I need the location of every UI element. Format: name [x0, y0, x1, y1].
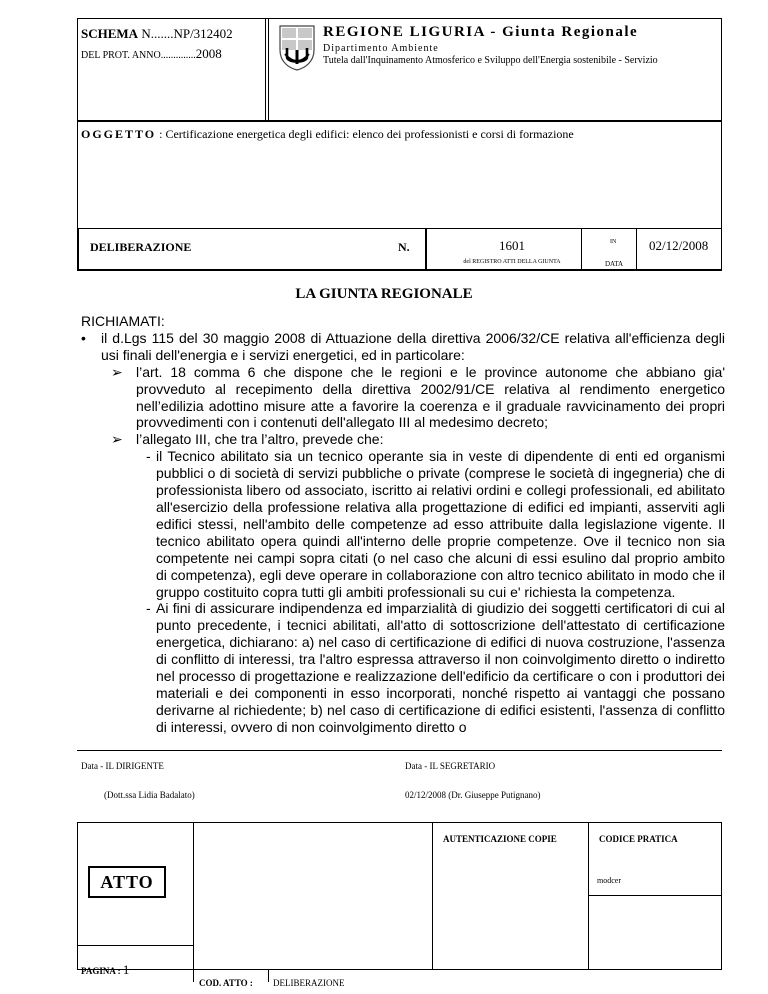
regione-liguria-logo [278, 24, 316, 72]
segretario-label: Data - IL SEGRETARIO [405, 761, 496, 771]
deliberation-label: DELIBERAZIONE [90, 240, 192, 254]
bullet-text: il d.Lgs 115 del 30 maggio 2008 di Attuazione della direttiva 2006/32/CE relativa all'efficienza degli usi finali dell'energia e i servizi energetici, ed in particolare: [101, 329, 725, 363]
register-caption: del REGISTRO ATTI DELLA GIUNTA [463, 259, 561, 265]
delib-sep-3 [636, 228, 637, 270]
dash-marker: - [146, 600, 151, 617]
dash-text: il Tecnico abilitato sia un tecnico operante sia in veste di dipendente di enti ed organismi pubblici o di società di servizi pubbliche o private (comprese le società di ingegneria) che di professionista libero od associato, iscritto ai relativi ordini e collegi professionali, ed abilitato all'esercizio della professione relativa alla progettazione di edifici ed impianti, asserviti agli edifici stessi, nell'ambito delle competenze ad esso attribuite dalla legislazione vigente. Il tecnico abilitato opera quindi all'interno delle proprie competenze. Ove il tecnico non sia competente nei campi sopra citati (o nel caso che alcuni di essi esulino dal proprio ambito di competenza), egli deve operare in collaborazione con altro tecnico abilitato in modo che il gruppo costituito copra tutti gli ambiti professionali su cui e' richiesta la competenza. [156, 448, 725, 600]
dirigente-name: (Dott.ssa Lidia Badalato) [104, 790, 195, 800]
subject-line: OGGETTO : Certificazione energetica degli edifici: elenco dei professionisti e corsi di formazione [81, 127, 574, 141]
sig-bottom-line [77, 822, 722, 823]
frame-top-line [77, 18, 722, 19]
sig-top-line [77, 750, 722, 751]
richiamati-label: RICHIAMATI: [81, 313, 165, 329]
footer-left-line [77, 822, 78, 970]
giunta-heading: LA GIUNTA REGIONALE [295, 286, 473, 302]
delib-sep-2 [581, 228, 582, 270]
frame-right-line [721, 18, 722, 121]
list-item [81, 364, 725, 432]
footer-col-3 [588, 822, 589, 970]
subject-left-line [77, 121, 78, 229]
list-item [81, 431, 725, 448]
department-name: Dipartimento Ambiente [323, 43, 439, 54]
segretario-name: 02/12/2008 (Dr. Giuseppe Putignano) [405, 790, 541, 800]
footer-pagina-line [77, 945, 194, 946]
schema-number: SCHEMA N.......NP/312402 [81, 26, 233, 41]
delib-row-right-line [721, 228, 722, 270]
arrow-text: l’art. 18 comma 6 che dispone che le regioni e le province autonome che abbiano gia' provveduto al recepimento della direttiva 2002/91/CE relativa al rendimento energetico nell’edilizia adottino misure atte a favorire la coerenza e il graduale ravvicinamento dei propri provvedimenti con i contenuti dell'allegato III al medesimo decreto; [136, 363, 725, 431]
page-number: PAGINA : 1 [81, 962, 130, 977]
header-divider-2 [268, 18, 269, 121]
dash-text: Ai fini di assicurare indipendenza ed imparzialità di giudizio dei soggetti certificatori di cui al punto precedente, i tecnici abilitati, all'atto di sottoscrizione dell'attestato di certificazione energetica, dichiarano: a) nel caso di certificazione di edifici di nuova costruzione, l'assenza di conflitto di interessi, tra l'altro espressa attraverso il non coinvolgimento diretto o indiretto nel processo di progettazione e realizzazione dell'edificio da certificare o con i produttori dei materiali e dei componenti in esso incorporati, nonché rispetto ai vantaggi che possano derivarne al richiedente; b) nel caso di certificazione di edifici esistenti, l'assenza di conflitto di interessi, ovvero di non coinvolgimento diretto o [156, 600, 725, 735]
delib-row-bottom-line [77, 269, 722, 271]
list-item [81, 600, 725, 735]
dash-marker: - [146, 448, 151, 465]
service-name: Tutela dall'Inquinamento Atmosferico e Sviluppo dell'Energia sostenibile - Servizio [323, 55, 658, 66]
delib-row-left-line [77, 228, 79, 270]
bullet-marker: • [81, 329, 86, 346]
list-item [81, 330, 725, 364]
frame-left-line [77, 18, 78, 121]
number-label: N. [398, 240, 410, 254]
header-divider [265, 18, 266, 121]
footer-codatto-sep [268, 969, 269, 982]
auth-copies-label: AUTENTICAZIONE COPIE [443, 834, 557, 844]
subject-right-line [721, 121, 722, 229]
in-label: IN [610, 239, 617, 245]
deliberation-date: 02/12/2008 [649, 238, 709, 253]
cod-atto-label: COD. ATTO : [199, 978, 253, 988]
atto-box: ATTO [88, 866, 166, 898]
deliberation-body [81, 313, 725, 736]
deliberation-number: 1601 [499, 238, 525, 253]
footer-right-line [721, 822, 722, 970]
date-caption: DATA [604, 260, 624, 268]
delib-sep-1 [425, 228, 427, 270]
region-title: REGIONE LIGURIA - Giunta Regionale [323, 24, 639, 40]
practice-code-value: modcer [597, 876, 621, 885]
subject-bottom-line [77, 228, 722, 229]
footer-code-sep [588, 895, 722, 896]
footer-col-2 [432, 822, 433, 970]
list-item [81, 448, 725, 600]
footer-bottom-line [77, 969, 722, 970]
footer-col-1 [193, 822, 194, 982]
header-bottom-line [77, 120, 722, 122]
protocol-year: DEL PROT. ANNO..............2008 [81, 46, 222, 61]
arrow-text: l’allegato III, che tra l’altro, prevede che: [136, 431, 384, 448]
arrow-marker-icon: ➢ [111, 363, 123, 380]
arrow-marker-icon: ➢ [111, 431, 123, 448]
cod-atto-value: DELIBERAZIONE [273, 978, 345, 988]
practice-code-label: CODICE PRATICA [599, 834, 678, 844]
dirigente-label: Data - IL DIRIGENTE [81, 761, 164, 771]
